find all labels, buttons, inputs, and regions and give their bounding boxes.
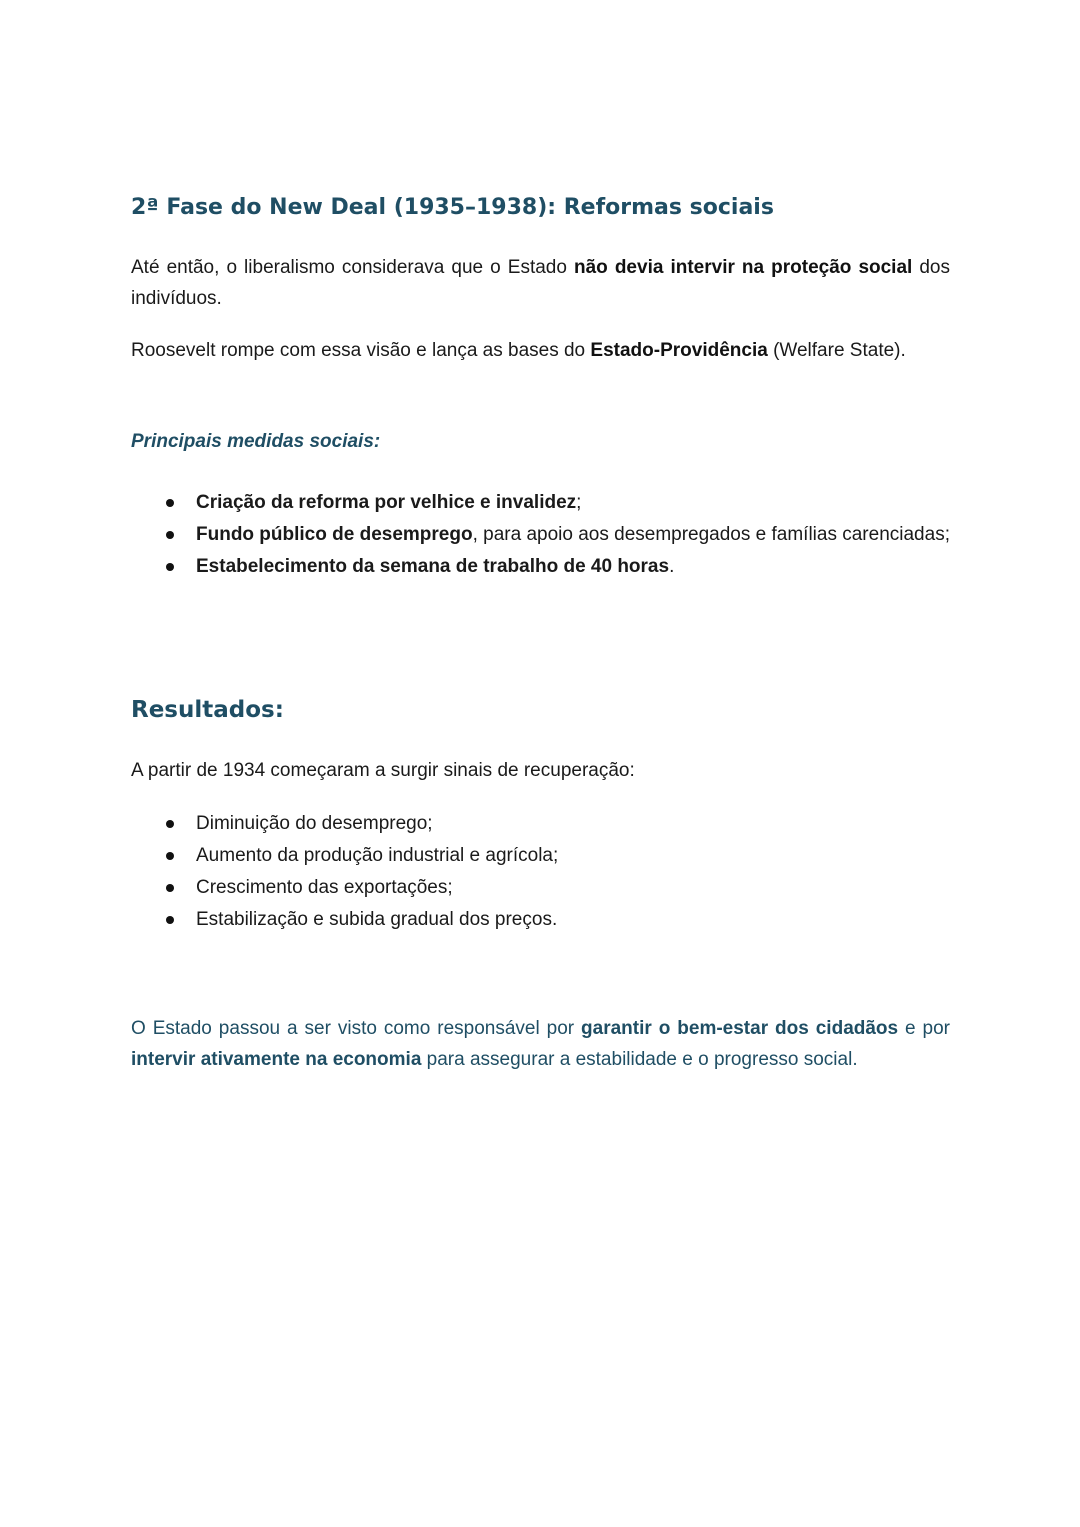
bullet-icon [166,563,174,571]
list-item-text: Estabilização e subida gradual dos preços. [196,909,558,930]
social-measures-list [131,487,950,583]
bullet-icon [166,852,174,860]
paragraph-emphasis: não devia intervir na proteção social [574,257,913,278]
list-item [131,840,950,871]
list-item-bold: Criação da reforma por velhice e invalidez [196,492,577,513]
paragraph-roosevelt [131,335,950,366]
list-item [131,904,950,935]
paragraph-emphasis: garantir o bem-estar dos cidadãos [581,1018,899,1039]
subheading-social-measures: Principais medidas sociais: [131,431,381,452]
bullet-icon [166,531,174,539]
results-list [131,808,950,936]
paragraph-emphasis: Estado-Providência [590,340,768,361]
list-item [131,551,950,582]
paragraph-liberalism [131,252,950,314]
bullet-icon [166,820,174,828]
list-item [131,519,950,550]
list-item-text: ; [576,492,582,513]
list-item-bold: Fundo público de desemprego [196,524,473,545]
paragraph-conclusion [131,1013,950,1075]
paragraph-text: Até então, o liberalismo considerava que o Estado [131,257,574,278]
paragraph-text: O Estado passou a ser visto como responsável por [131,1018,582,1039]
list-item-bold: Estabelecimento da semana de trabalho de 40 horas [196,556,670,577]
list-item-text: , para apoio aos desempregados e famílias carenciadas; [472,524,950,545]
list-item [131,808,950,839]
section-title-results: Resultados: [131,697,284,723]
bullet-icon [166,499,174,507]
list-item [131,487,950,518]
bullet-icon [166,916,174,924]
document-page [131,190,951,1070]
paragraph-text: e por [898,1018,951,1039]
list-item-text: Crescimento das exportações; [196,877,453,898]
list-item-text: Diminuição do desemprego; [196,813,433,834]
paragraph-text: (Welfare State). [767,340,906,361]
list-item [131,872,950,903]
paragraph-text: para assegurar a estabilidade e o progresso social. [421,1049,858,1070]
paragraph-text: dos indivíduos. [131,257,950,309]
section-title-new-deal: 2ª Fase do New Deal (1935–1938): Reformas sociais [131,195,774,220]
paragraph-recovery-intro: A partir de 1934 começaram a surgir sinais de recuperação: [131,760,635,781]
bullet-icon [166,884,174,892]
paragraph-text: Roosevelt rompe com essa visão e lança as bases do [131,340,591,361]
paragraph-emphasis: intervir ativamente na economia [131,1049,422,1070]
list-item-text: Aumento da produção industrial e agrícola; [196,845,559,866]
list-item-text: . [669,556,675,577]
